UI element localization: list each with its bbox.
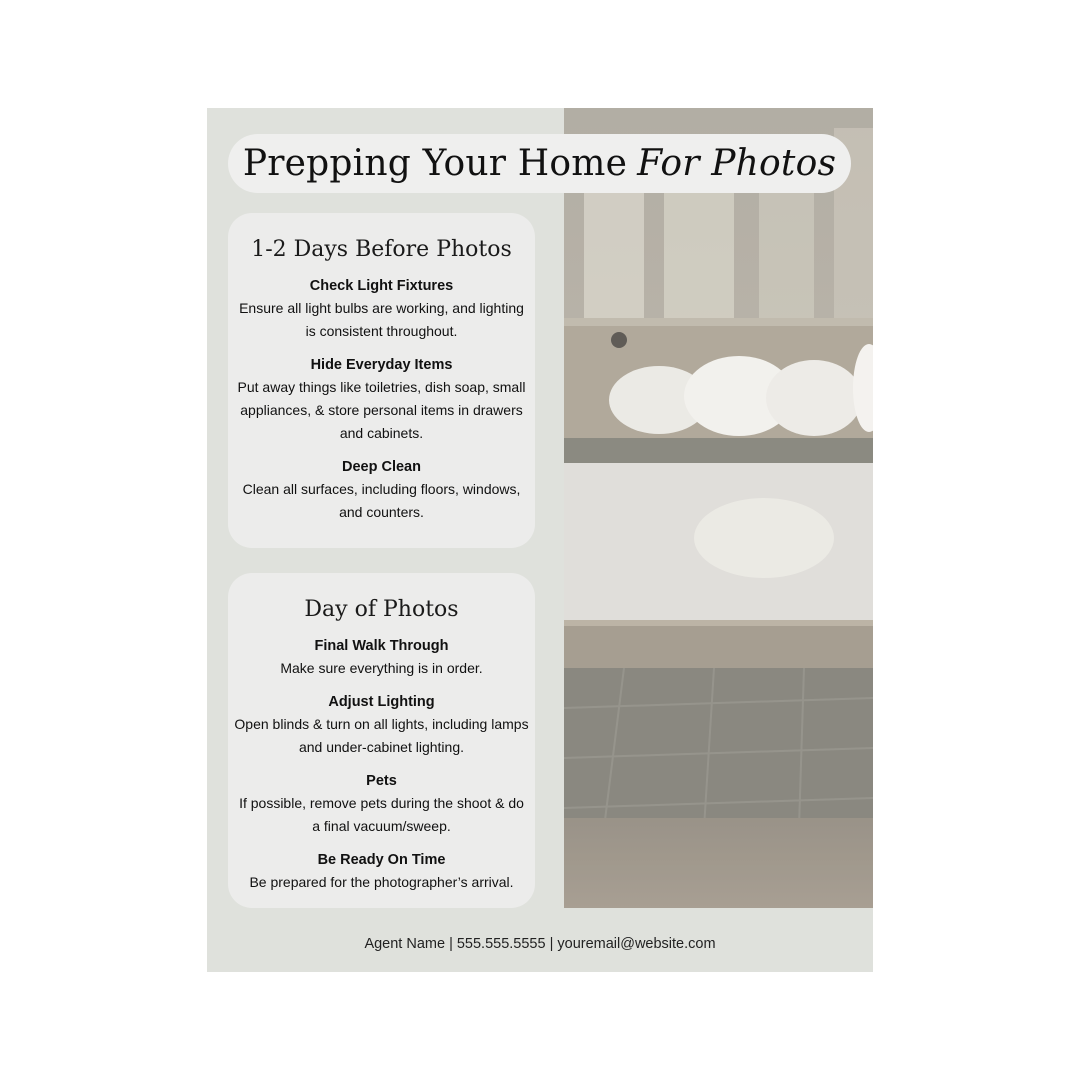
title-main: Prepping Your Home bbox=[242, 143, 628, 184]
page-title bbox=[228, 134, 851, 193]
section-heading: 1-2 Days Before Photos bbox=[251, 237, 512, 262]
item-title: Pets bbox=[366, 773, 397, 789]
item-title: Final Walk Through bbox=[314, 638, 449, 654]
item-text: Make sure everything is in order. bbox=[280, 660, 483, 676]
title-italic: For Photos bbox=[637, 143, 837, 184]
flyer bbox=[207, 108, 873, 972]
list-item bbox=[228, 692, 535, 759]
section-card-day-of bbox=[228, 573, 535, 908]
section-card-before bbox=[228, 213, 535, 548]
item-title: Deep Clean bbox=[342, 459, 421, 475]
item-text: If possible, remove pets during the shoot & do a final vacuum/sweep. bbox=[239, 795, 524, 834]
list-item bbox=[228, 850, 535, 894]
list-item bbox=[228, 457, 535, 524]
list-item bbox=[228, 636, 535, 680]
bedroom-photo bbox=[564, 108, 873, 908]
item-text: Clean all surfaces, including floors, windows, and counters. bbox=[242, 481, 521, 520]
item-title: Be Ready On Time bbox=[317, 852, 446, 868]
item-title: Hide Everyday Items bbox=[310, 357, 453, 373]
item-title: Adjust Lighting bbox=[328, 694, 435, 710]
item-text: Open blinds & turn on all lights, including lamps and under-cabinet lighting. bbox=[234, 716, 529, 755]
list-item bbox=[228, 276, 535, 343]
section-heading: Day of Photos bbox=[304, 597, 459, 622]
item-text: Put away things like toiletries, dish soap, small appliances, & store personal items in drawers and cabinets. bbox=[237, 379, 526, 441]
item-title: Check Light Fixtures bbox=[309, 278, 454, 294]
item-text: Be prepared for the photographer’s arrival. bbox=[249, 874, 514, 890]
contact-footer: Agent Name | 555.555.5555 | youremail@website.com bbox=[364, 936, 716, 952]
item-text: Ensure all light bulbs are working, and lighting is consistent throughout. bbox=[239, 300, 524, 339]
list-item bbox=[228, 355, 535, 445]
list-item bbox=[228, 771, 535, 838]
